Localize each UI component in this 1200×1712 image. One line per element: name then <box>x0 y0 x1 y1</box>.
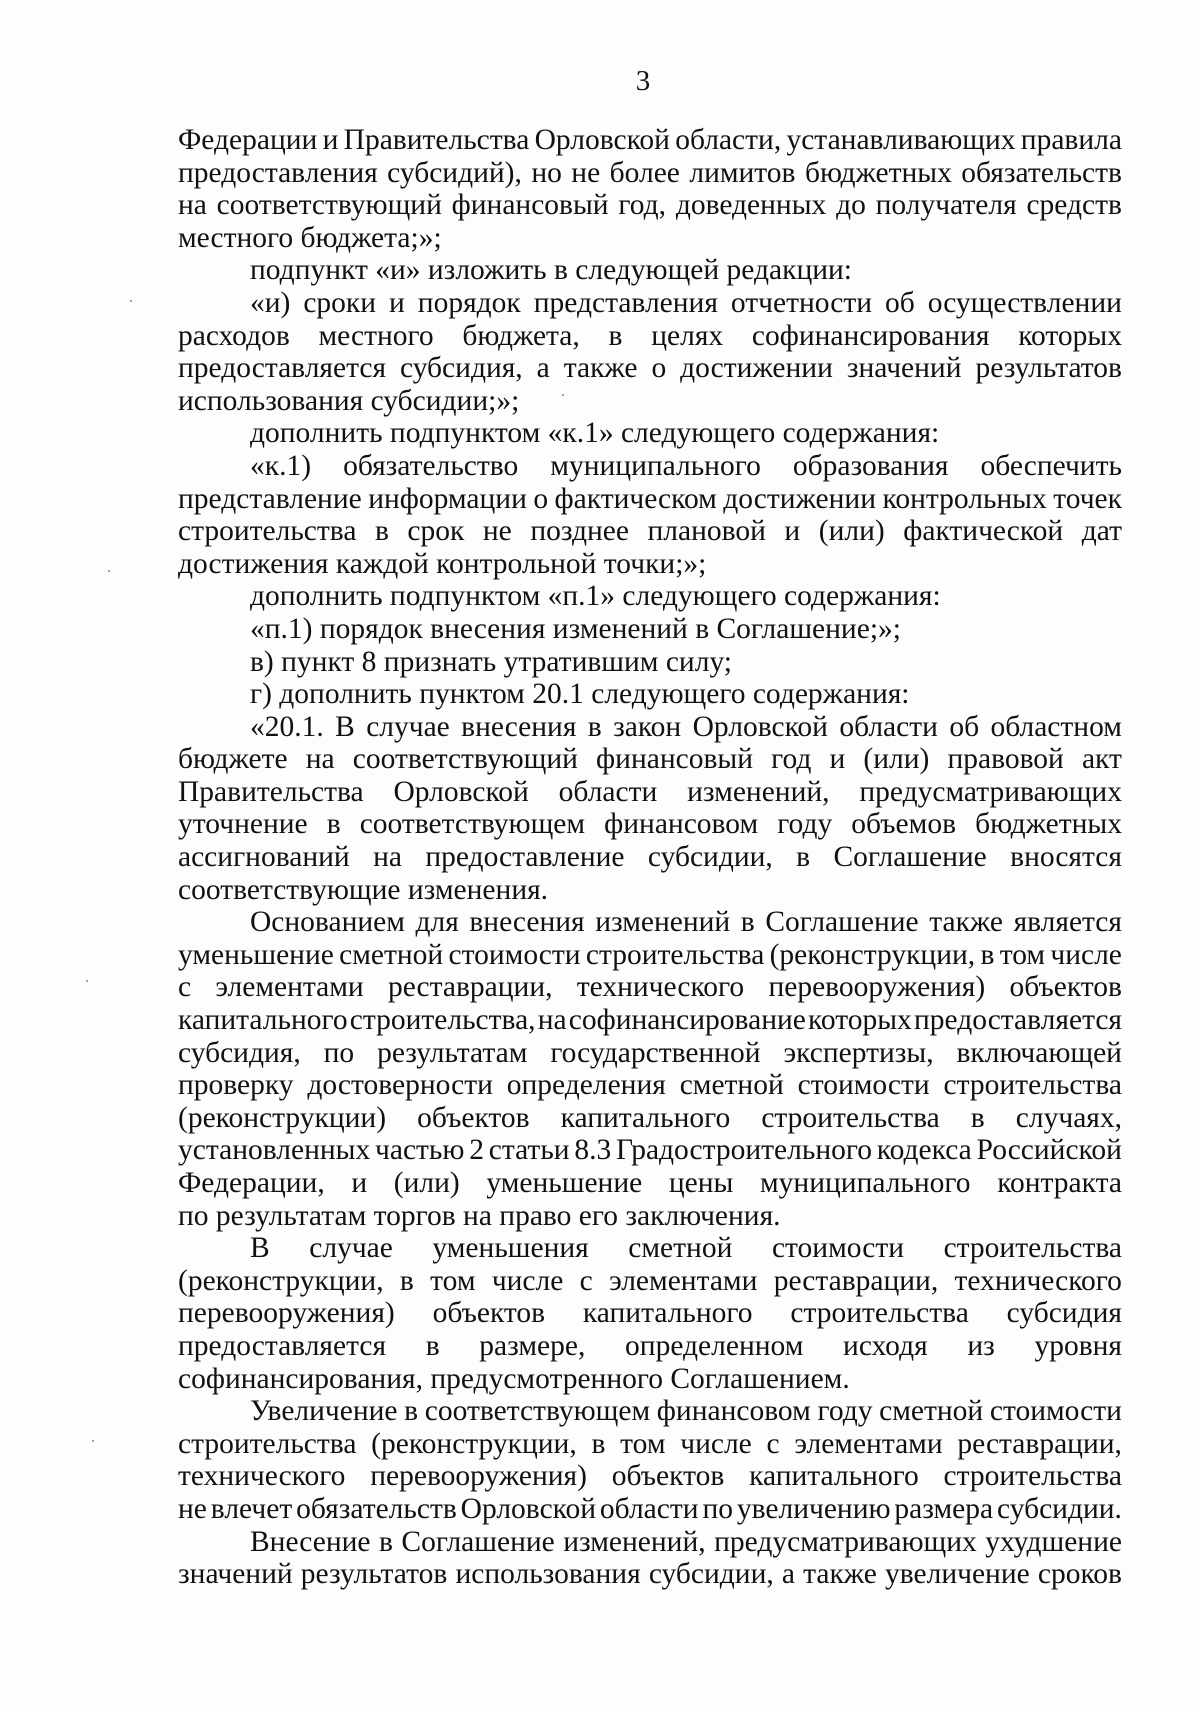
text-line: проверку достоверности определения сметной стоимости строительства <box>178 1069 1122 1102</box>
text-line: уточнение в соответствующем финансовом году объемов бюджетных <box>178 808 1122 841</box>
text-line: Основанием для внесения изменений в Соглашение также является <box>250 906 1122 939</box>
scan-speck <box>108 570 110 572</box>
text-line: «и) сроки и порядок представления отчетности об осуществлении <box>250 286 1122 319</box>
text-line: не влечет обязательств Орловской области по увеличению размера субсидии. <box>178 1492 1122 1525</box>
page-number: 3 <box>635 65 651 97</box>
text-line: расходов местного бюджета, в целях софинансирования которых <box>178 319 1122 352</box>
text-line: Увеличение в соответствующем финансовом году сметной стоимости <box>250 1395 1122 1428</box>
text-line: Федерации, и (или) уменьшение цены муниципального контракта <box>178 1167 1122 1199</box>
text-line: Правительства Орловской области изменений, предусматривающих <box>178 775 1122 808</box>
text-line: предоставляется субсидия, а также о достижении значений результатов <box>178 352 1122 385</box>
document-body <box>178 124 1122 1591</box>
text-line: капитального строительства, на софинансирование которых предоставляется <box>178 1004 1122 1037</box>
text-line: уменьшение сметной стоимости строительства (реконструкции, в том числе <box>178 938 1122 971</box>
text-line: представление информации о фактическом достижении контрольных точек <box>178 482 1122 515</box>
text-line: использования субсидии;»; <box>178 384 520 417</box>
text-line: строительства в срок не позднее плановой и (или) фактической дат <box>178 515 1122 548</box>
text-line: предоставления субсидий), но не более лимитов бюджетных обязательств <box>178 156 1122 189</box>
text-line: в) пункт 8 признать утратившим силу; <box>250 645 732 678</box>
text-line: по результатам торгов на право его заключения. <box>178 1199 781 1232</box>
text-line: дополнить подпунктом «к.1» следующего содержания: <box>250 417 940 450</box>
scan-speck <box>92 1440 94 1442</box>
text-line: В случае уменьшения сметной стоимости строительства <box>250 1232 1122 1265</box>
text-line: соответствующие изменения. <box>178 873 549 906</box>
text-line: на соответствующий финансовый год, доведенных до получателя средств <box>178 189 1122 222</box>
text-line: технического перевооружения) объектов капитального строительства <box>178 1460 1122 1493</box>
scan-speck <box>86 980 88 982</box>
text-line: значений результатов использования субсидии, а также увеличение сроков <box>178 1558 1122 1591</box>
text-line: «п.1) порядок внесения изменений в Соглашение;»; <box>250 612 901 645</box>
text-line: строительства (реконструкции, в том числе с элементами реставрации, <box>178 1427 1122 1460</box>
text-line: ассигнований на предоставление субсидии, в Соглашение вносятся <box>178 841 1122 874</box>
text-line: субсидия, по результатам государственной экспертизы, включающей <box>178 1036 1122 1069</box>
text-line: перевооружения) объектов капитального строительства субсидия <box>178 1297 1122 1330</box>
text-line: Федерации и Правительства Орловской области, устанавливающих правила <box>178 124 1122 156</box>
text-line: Внесение в Соглашение изменений, предусматривающих ухудшение <box>250 1525 1122 1558</box>
text-line: подпункт «и» изложить в следующей редакции: <box>250 254 852 287</box>
scan-speck <box>562 394 564 396</box>
text-line: бюджете на соответствующий финансовый год и (или) правовой акт <box>178 743 1122 776</box>
text-line: с элементами реставрации, технического перевооружения) объектов <box>178 971 1122 1004</box>
text-line: г) дополнить пунктом 20.1 следующего содержания: <box>250 678 910 711</box>
text-line: (реконструкции, в том числе с элементами реставрации, технического <box>178 1264 1122 1297</box>
text-line: (реконструкции) объектов капитального строительства в случаях, <box>178 1101 1122 1134</box>
text-line: «к.1) обязательство муниципального образования обеспечить <box>250 449 1122 482</box>
text-line: софинансирования, предусмотренного Соглашением. <box>178 1362 850 1395</box>
text-line: дополнить подпунктом «п.1» следующего содержания: <box>250 580 941 613</box>
text-line: установленных частью 2 статьи 8.3 Градостроительного кодекса Российской <box>178 1134 1122 1167</box>
text-line: предоставляется в размере, определенном исходя из уровня <box>178 1329 1122 1362</box>
text-line: местного бюджета;»; <box>178 221 442 254</box>
scan-speck <box>130 300 132 302</box>
text-line: «20.1. В случае внесения в закон Орловской области об областном <box>250 710 1122 743</box>
text-line: достижения каждой контрольной точки;»; <box>178 547 707 580</box>
